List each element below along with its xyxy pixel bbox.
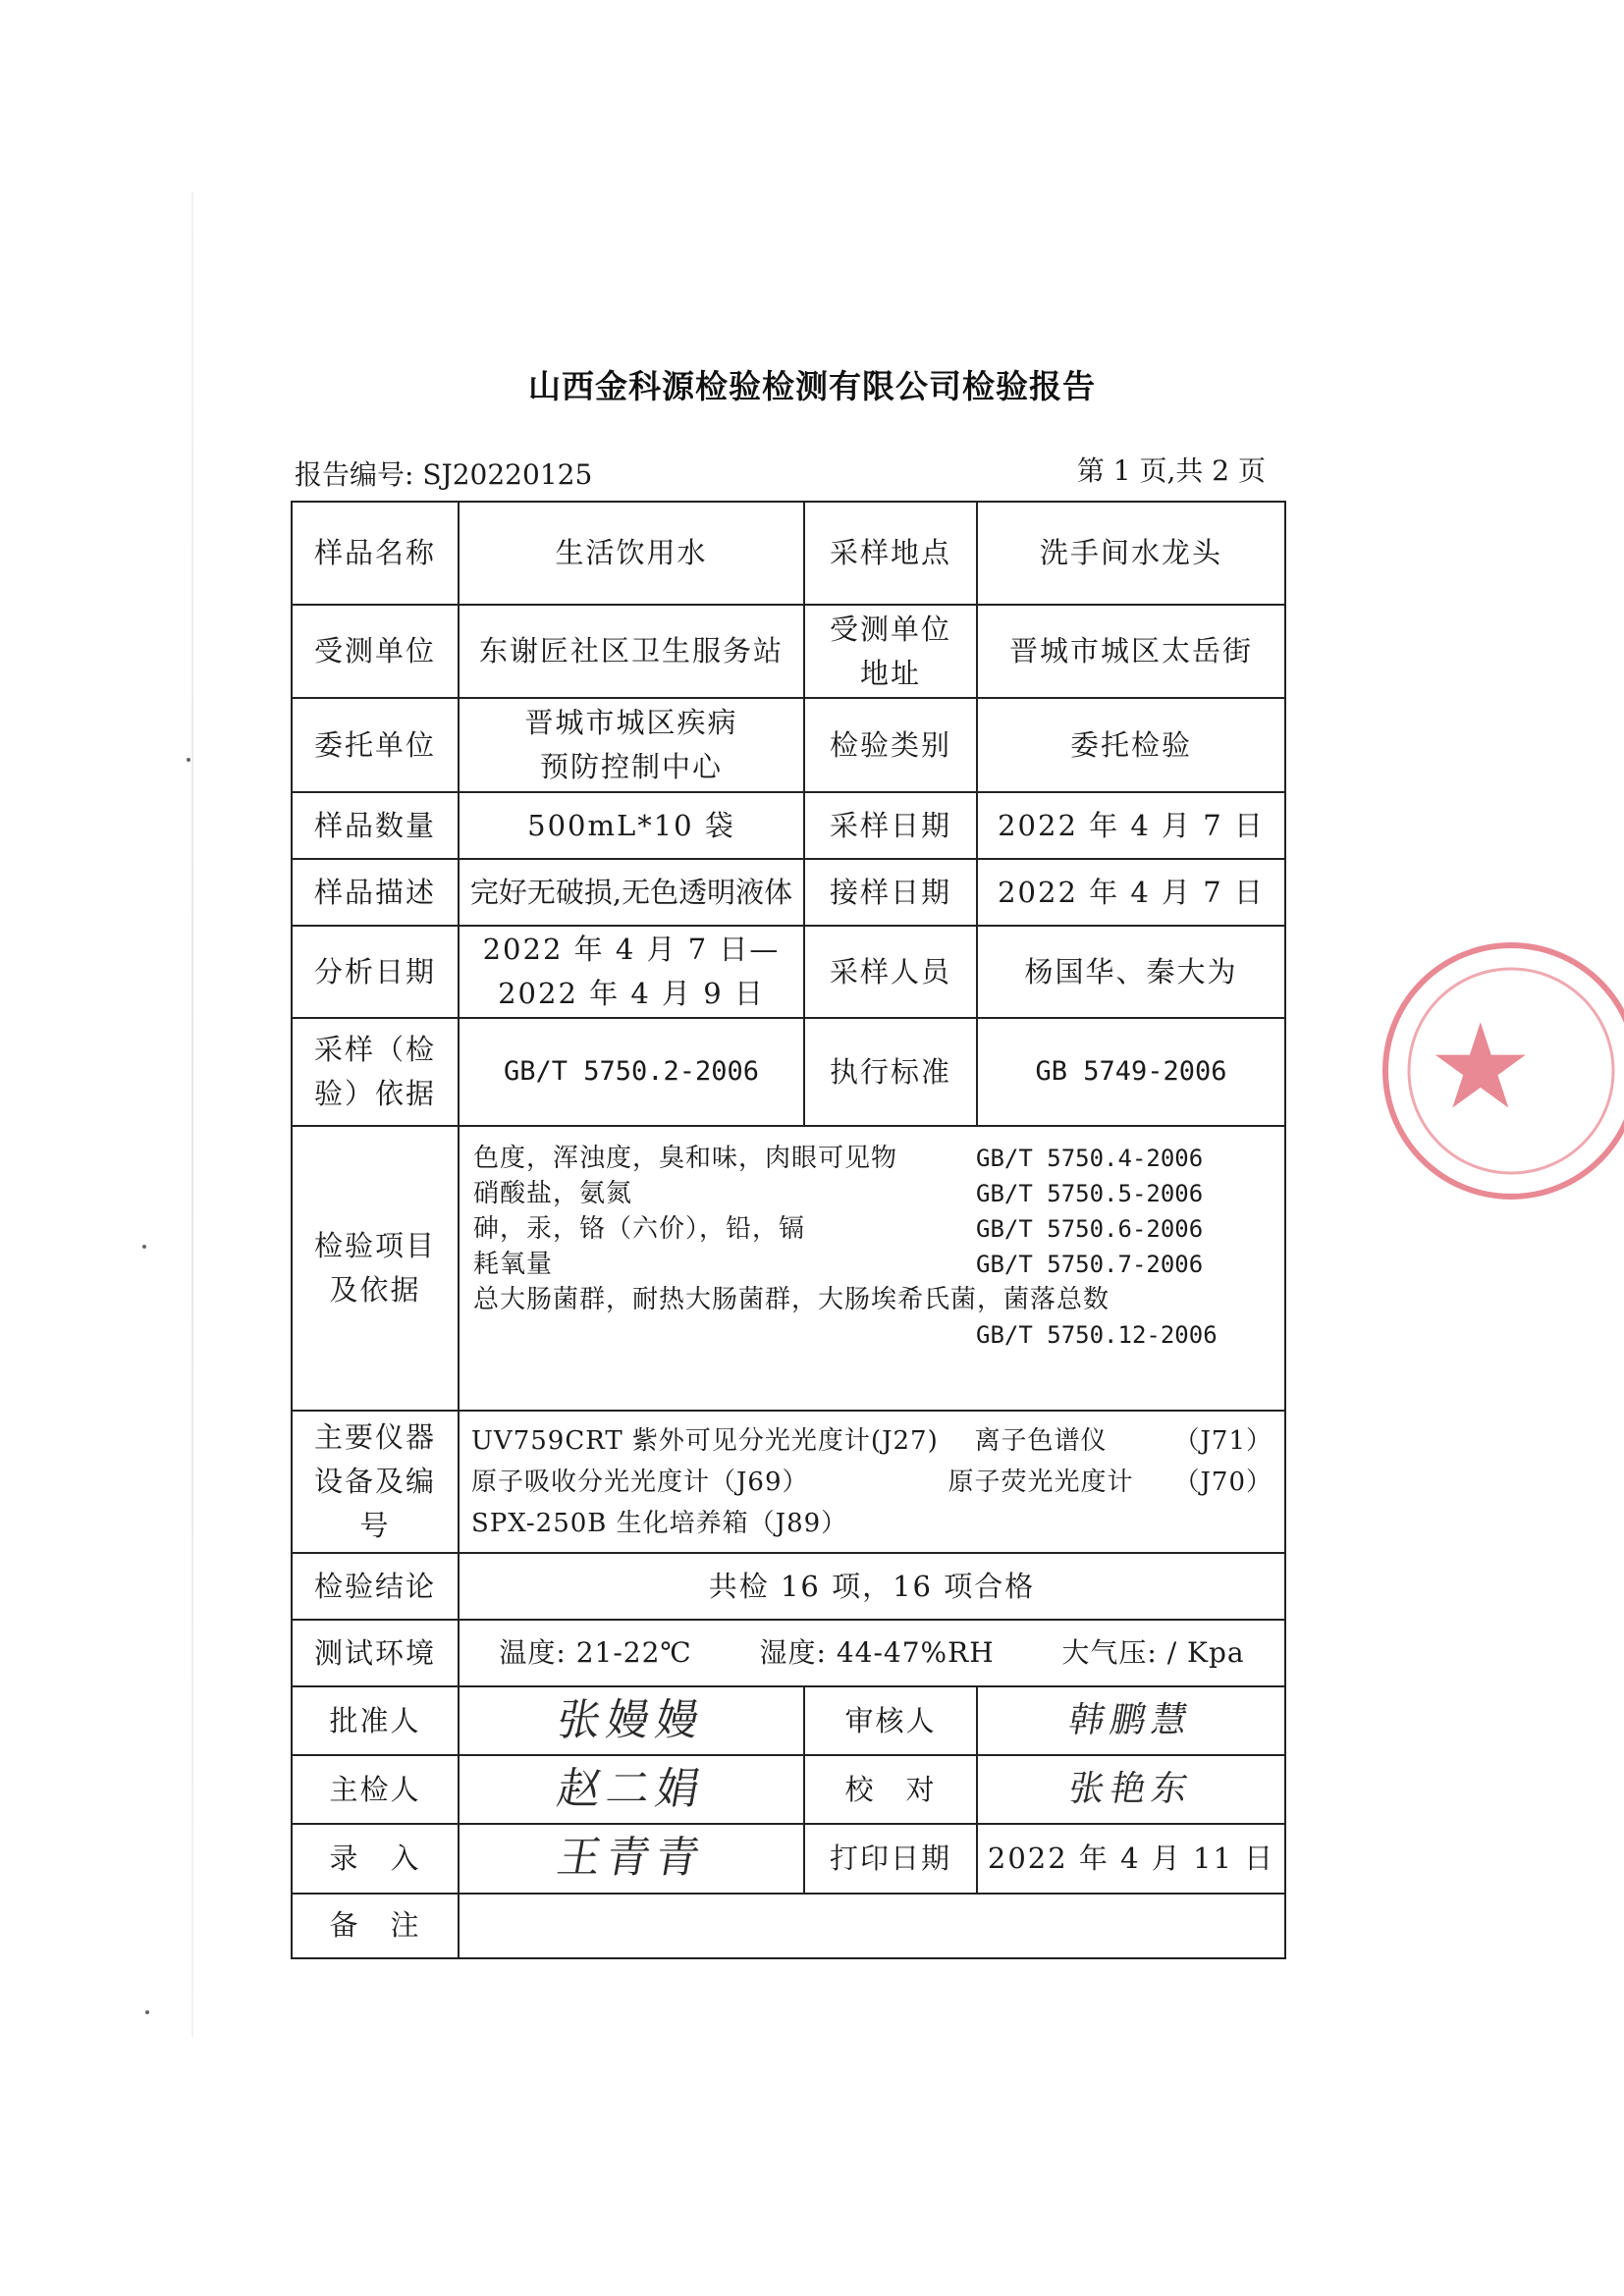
value-line: 2022 年 4 月 7 日— <box>482 933 781 967</box>
scan-speck <box>187 758 190 762</box>
label-receive-date: 接样日期 <box>804 859 977 926</box>
value-analysis-date <box>459 926 804 1018</box>
equipment-item: UV759CRT 紫外可见分光光度计(J27) <box>471 1425 939 1456</box>
row-analysis-date <box>292 926 1285 1018</box>
value-entrust-unit <box>459 698 804 792</box>
row-remarks <box>292 1894 1285 1958</box>
row-test-items <box>292 1126 1285 1411</box>
label-line: 号 <box>359 1508 391 1542</box>
row-equipment <box>292 1411 1285 1553</box>
entry-signature-cell <box>459 1824 804 1893</box>
label-sampling-date: 采样日期 <box>804 792 977 859</box>
label-reviewer: 审核人 <box>804 1686 977 1755</box>
label-entrust-unit: 委托单位 <box>292 698 459 792</box>
test-item-line <box>473 1176 1271 1211</box>
test-items-list <box>459 1126 1285 1411</box>
row-sample-name <box>292 502 1285 605</box>
test-item-standard: GB/T 5750.5-2006 <box>976 1180 1204 1207</box>
value-exec-standard: GB 5749-2006 <box>977 1018 1285 1126</box>
test-item-name: 耗氧量 <box>473 1250 554 1279</box>
label-conclusion: 检验结论 <box>292 1553 459 1620</box>
label-tested-unit: 受测单位 <box>292 605 459 698</box>
equipment-item: 离子色谱仪 （J71） <box>974 1425 1272 1456</box>
inspector-signature: 赵二娟 <box>553 1764 710 1815</box>
value-conclusion: 共检 16 项，16 项合格 <box>459 1553 1285 1620</box>
temperature: 温度: 21-22℃ <box>499 1636 692 1670</box>
test-item-name: 色度，浑浊度，臭和味，肉眼可见物 <box>473 1144 898 1173</box>
label-line: 受测单位 <box>829 612 951 646</box>
value-tested-unit: 东谢匠社区卫生服务站 <box>459 605 804 698</box>
report-title: 山西金科源检验检测有限公司检验报告 <box>528 367 1096 405</box>
row-basis <box>292 1018 1285 1126</box>
test-item-standard: GB/T 5750.4-2006 <box>976 1145 1204 1172</box>
scan-edge <box>191 191 193 2037</box>
label-sample-name: 样品名称 <box>292 502 459 605</box>
value-sampling-site: 洗手间水龙头 <box>977 502 1285 605</box>
row-environment <box>292 1620 1285 1686</box>
seal-star-icon: ★ <box>1428 999 1534 1136</box>
label-line: 主要仪器 <box>313 1420 436 1455</box>
label-equipment <box>292 1411 459 1553</box>
reviewer-signature-cell <box>977 1686 1285 1755</box>
report-number: 报告编号: SJ20220125 <box>295 458 593 491</box>
row-entrust-unit <box>292 698 1285 792</box>
equipment-line <box>471 1503 1272 1544</box>
test-item-standard: GB/T 5750.7-2006 <box>976 1251 1204 1278</box>
label-remarks: 备 注 <box>292 1894 459 1958</box>
value-line: 预防控制中心 <box>539 750 723 783</box>
label-proofreader: 校 对 <box>804 1755 977 1824</box>
page-number: 第 1 页,共 2 页 <box>1076 454 1266 487</box>
value-sampling-basis: GB/T 5750.2-2006 <box>459 1018 804 1126</box>
value-sample-qty: 500mL*10 袋 <box>459 792 804 859</box>
proofreader-signature-cell <box>977 1755 1285 1824</box>
value-sampler: 杨国华、秦大为 <box>977 926 1285 1018</box>
label-analysis-date: 分析日期 <box>292 926 459 1018</box>
scan-speck <box>142 1245 146 1249</box>
row-tested-unit <box>292 605 1285 698</box>
test-item-name: 硝酸盐，氨氮 <box>473 1179 633 1208</box>
row-sample-qty <box>292 792 1285 859</box>
value-sample-desc: 完好无破损,无色透明液体 <box>459 859 804 926</box>
equipment-line <box>471 1462 1272 1503</box>
test-item-line <box>473 1247 1271 1282</box>
label-tested-unit-address <box>804 605 977 698</box>
scan-speck <box>145 2010 149 2014</box>
entry-signature: 王青青 <box>553 1833 710 1884</box>
label-sampler: 采样人员 <box>804 926 977 1018</box>
reviewer-signature: 韩鹏慧 <box>1065 1700 1197 1741</box>
value-line: 晋城市城区疾病 <box>524 706 738 740</box>
value-print-date: 2022 年 4 月 11 日 <box>977 1824 1285 1893</box>
equipment-line <box>471 1420 1272 1462</box>
label-environment: 测试环境 <box>292 1620 459 1686</box>
label-print-date: 打印日期 <box>804 1824 977 1893</box>
label-line: 验）依据 <box>313 1077 436 1110</box>
test-item-standard: GB/T 5750.6-2006 <box>976 1215 1204 1243</box>
label-sampling-site: 采样地点 <box>804 502 977 605</box>
label-sampling-basis <box>292 1018 459 1126</box>
label-line: 及依据 <box>329 1273 421 1307</box>
row-inspector <box>292 1755 1285 1824</box>
label-test-items <box>292 1126 459 1411</box>
value-sampling-date: 2022 年 4 月 7 日 <box>977 792 1285 859</box>
label-sample-desc: 样品描述 <box>292 859 459 926</box>
value-receive-date: 2022 年 4 月 7 日 <box>977 859 1285 926</box>
label-sample-qty: 样品数量 <box>292 792 459 859</box>
label-entry: 录 入 <box>292 1824 459 1893</box>
test-item-line <box>473 1211 1271 1247</box>
approver-signature-cell <box>459 1686 804 1755</box>
test-item-name: 砷，汞，铬（六价），铅，镉 <box>473 1214 806 1244</box>
value-sample-name: 生活饮用水 <box>459 502 804 605</box>
value-line: 2022 年 4 月 9 日 <box>498 977 765 1010</box>
approver-signature: 张嫚嫚 <box>553 1695 710 1745</box>
label-exec-standard: 执行标准 <box>804 1018 977 1126</box>
humidity: 湿度: 44-47%RH <box>759 1636 995 1670</box>
equipment-list <box>459 1411 1285 1553</box>
label-line: 检验项目 <box>313 1229 436 1263</box>
value-test-category: 委托检验 <box>977 698 1285 792</box>
test-item-line <box>473 1141 1271 1176</box>
report-table <box>291 501 1286 1959</box>
label-line: 地址 <box>859 656 921 690</box>
test-item-name: 总大肠菌群，耐热大肠菌群，大肠埃希氏菌，菌落总数 <box>473 1285 1110 1314</box>
label-line: 设备及编 <box>313 1465 436 1499</box>
air-pressure: 大气压: / Kpa <box>1061 1636 1245 1670</box>
value-remarks <box>459 1894 1285 1958</box>
label-line: 采样（检 <box>313 1033 436 1067</box>
label-approver: 批准人 <box>292 1686 459 1755</box>
environment-values <box>465 1631 1278 1674</box>
test-item-line <box>473 1282 1271 1317</box>
equipment-item: 原子荧光光度计 （J70） <box>947 1467 1272 1497</box>
label-test-category: 检验类别 <box>804 698 977 792</box>
test-item-line <box>473 1317 1271 1353</box>
company-seal <box>1382 942 1624 1200</box>
equipment-item: SPX-250B 生化培养箱（J89） <box>471 1508 848 1538</box>
label-inspector: 主检人 <box>292 1755 459 1824</box>
row-entry <box>292 1824 1285 1893</box>
equipment-item: 原子吸收分光光度计（J69） <box>471 1467 809 1497</box>
row-conclusion <box>292 1553 1285 1620</box>
inspector-signature-cell <box>459 1755 804 1824</box>
row-approver <box>292 1686 1285 1755</box>
proofreader-signature: 张艳东 <box>1065 1769 1197 1810</box>
row-sample-desc <box>292 859 1285 926</box>
value-environment <box>459 1620 1285 1686</box>
value-tested-unit-address: 晋城市城区太岳街 <box>977 605 1285 698</box>
test-item-standard: GB/T 5750.12-2006 <box>976 1321 1218 1349</box>
